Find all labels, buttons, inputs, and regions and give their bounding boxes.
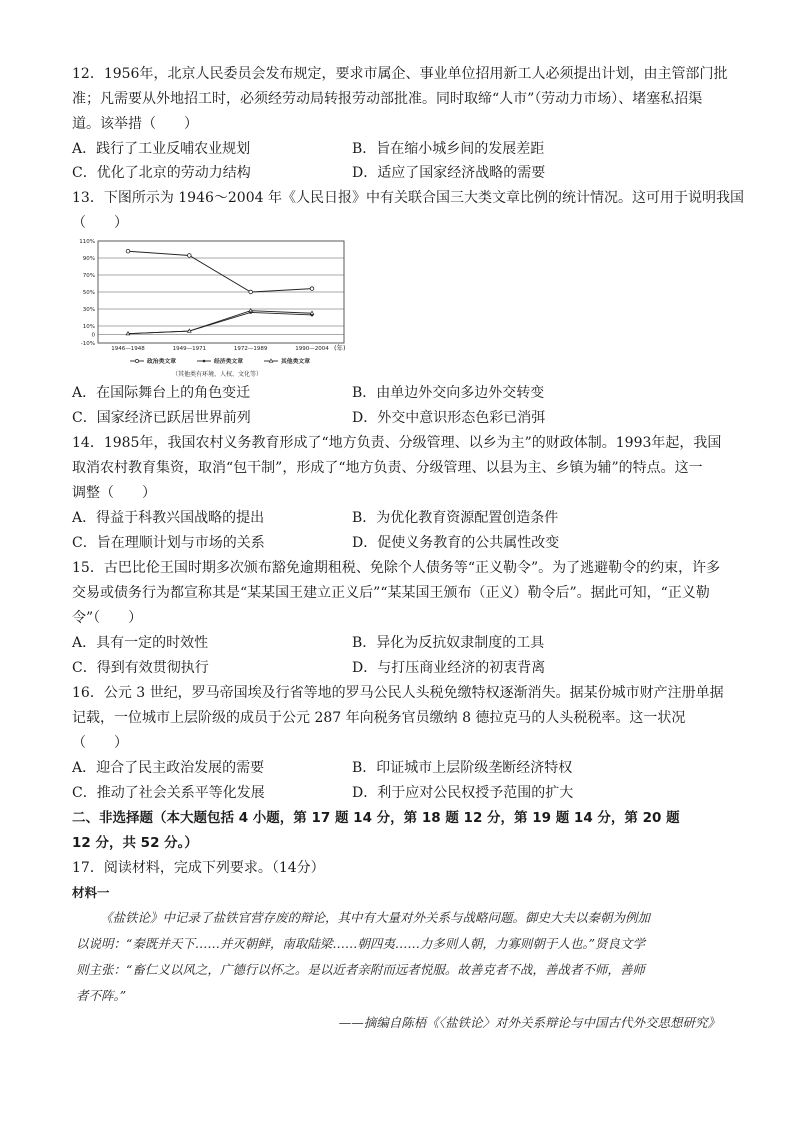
q12-line-3: 道。该举措（ ） [72, 116, 198, 132]
series-1-point [249, 290, 253, 294]
legend-marker [135, 359, 138, 362]
q17-stem: 17．阅读材料，完成下列要求。（14分） [72, 860, 325, 876]
legend-label: 其他类文章 [281, 359, 310, 365]
q12-option-c: C．优化了北京的劳动力结构 [72, 165, 251, 181]
legend-label: 经济类文章 [214, 359, 243, 365]
q16-option-c: C．推动了社会关系平等化发展 [72, 785, 265, 801]
section-2-heading-line-1: 二、非选择题（本大题包括 4 小题，第 17 题 14 分，第 18 题 12 分，第 19 题 14 分，第 20 题 [72, 810, 680, 826]
q16-line-1: 16．公元 3 世纪，罗马帝国埃及行省等地的罗马公民人头税免缴特权逐渐消失。据某份城市财产注册单据 [72, 685, 724, 701]
legend-marker [203, 360, 206, 363]
q13-option-d: D．外交中意识形态色彩已消弭 [352, 410, 546, 426]
q15-option-d: D．与打压商业经济的初衷背离 [352, 660, 546, 676]
y-tick-label: -10% [80, 341, 95, 347]
q12-line-1: 12．1956年，北京人民委员会发布规定，要求市属企、事业单位招用新工人必须提出计划，由主管部门批 [72, 66, 728, 82]
chart-grid [98, 241, 344, 343]
q13-option-c: C．国家经济已跃居世界前列 [72, 410, 251, 426]
q12-line-2: 准；凡需要从外地招工时，必须经劳动局转报劳动部批准。同时取缔“人市”（劳动力市场）、堵塞私招渠 [72, 91, 703, 107]
q16-line-3: （ ） [72, 735, 128, 751]
x-tick-label: 1990—2004 [295, 346, 329, 352]
x-tick-label: 1972—1989 [233, 346, 268, 352]
q16-option-a: A．迎合了民主政治发展的需要 [72, 760, 265, 776]
series-3-point [310, 311, 314, 314]
q15-option-b: B．异化为反抗奴隶制度的工具 [352, 635, 545, 651]
q15-line-3: 令”（ ） [72, 610, 143, 626]
y-tick-label: 110% [79, 239, 95, 245]
q12-option-a: A．践行了工业反哺农业规划 [72, 141, 251, 157]
series-line-1 [128, 251, 312, 292]
legend-label: 政治类文章 [147, 359, 176, 365]
chart-x-unit: (年) [334, 344, 346, 352]
q15-line-1: 15．古巴比伦王国时期多次颁布豁免逾期租税、免除个人债务等“正义勒令”。为了逃避勒令的约束，许多 [72, 560, 721, 576]
q13-line-2: （ ） [72, 215, 128, 231]
q12-option-d: D．适应了国家经济战略的需要 [352, 165, 546, 181]
material-1-line-2: 以说明：“秦既并天下……并灭朝鲜，南取陆梁……朝四夷……力多则人朝，力寡则朝于人也。”贤良文学 [76, 936, 646, 951]
material-1-source: ——摘编自陈梧《〈盐铁论〉对外关系辩论与中国古代外交思想研究》 [338, 1015, 720, 1030]
q15-option-a: A．具有一定的时效性 [72, 635, 209, 651]
series-3-point [126, 332, 130, 335]
q14-option-d: D．促使义务教育的公共属性改变 [352, 535, 560, 551]
q13-option-b: B．由单边外交向多边外交转变 [352, 385, 545, 401]
y-tick-label: 0 [91, 332, 95, 339]
q12-option-b: B．旨在缩小城乡间的发展差距 [352, 141, 545, 157]
q16-option-b: B．印证城市上层阶级垄断经济特权 [352, 760, 573, 776]
chart-note: （其他类有环境、人权、文化等） [171, 371, 263, 378]
y-tick-label: 90% [82, 256, 95, 262]
chart-legend [130, 357, 310, 365]
material-1-title: 材料一 [72, 885, 110, 900]
q14-line-2: 取消农村教育集资，取消“包干制”，形成了“地方负责、分级管理、以县为主、乡镇为辅”的特点。这一 [72, 460, 703, 476]
series-1-point [188, 254, 192, 258]
q14-line-1: 14．1985年，我国农村义务教育形成了“地方负责、分级管理、以乡为主”的财政体制。1993年起，我国 [72, 435, 722, 451]
material-1-line-3: 则主张：“畜仁义以风之，广德行以怀之。是以近者亲附而远者悦服。故善克者不战，善战者不师，善师 [76, 962, 645, 977]
series-line-2 [128, 312, 312, 333]
y-tick-label: 50% [82, 290, 95, 296]
series-3-point [188, 329, 192, 332]
material-1-line-1: 《盐铁论》中记录了盐铁官营存废的辩论，其中有大量对外关系与战略问题。御史大夫以秦朝为例加 [100, 910, 651, 925]
q15-option-c: C．得到有效贯彻执行 [72, 660, 209, 676]
q16-line-2: 记载，一位城市上层阶级的成员于公元 287 年向税务官员缴纳 8 德拉克马的人头税税率。这一状况 [72, 710, 686, 726]
series-1-point [310, 287, 314, 291]
q14-option-c: C．旨在理顺计划与市场的关系 [72, 535, 265, 551]
x-tick-label: 1949—1971 [172, 346, 207, 352]
q14-line-3: 调整（ ） [72, 485, 156, 501]
section-2-heading-line-2: 12 分，共 52 分。） [72, 835, 198, 851]
chart-x-ticks [111, 346, 329, 352]
series-1-point [126, 249, 130, 253]
q14-option-a: A．得益于科教兴国战略的提出 [72, 510, 265, 526]
q16-option-d: D．利于应对公民权授予范围的扩大 [352, 785, 574, 801]
x-tick-label: 1946—1948 [111, 346, 145, 352]
y-tick-label: 70% [82, 273, 95, 279]
q13-line-1: 13．下图所示为 1946～2004 年《人民日报》中有关联合国三大类文章比例的统计情况。这可用于说明我国 [72, 190, 744, 206]
y-tick-label: 10% [82, 324, 95, 330]
q13-option-a: A．在国际舞台上的角色变迁 [72, 385, 251, 401]
q14-option-b: B．为优化教育资源配置创造条件 [352, 510, 559, 526]
q15-line-2: 交易或债务行为都宣称其是“某某国王建立正义后”“某某国王颁布（正义）勒令后”。据此可知，“正义勒 [72, 585, 710, 601]
article-ratio-line-chart [72, 233, 362, 383]
material-1-line-4: 者不阵。” [76, 988, 127, 1003]
y-tick-label: 30% [82, 307, 95, 313]
chart-y-ticks [79, 239, 95, 347]
